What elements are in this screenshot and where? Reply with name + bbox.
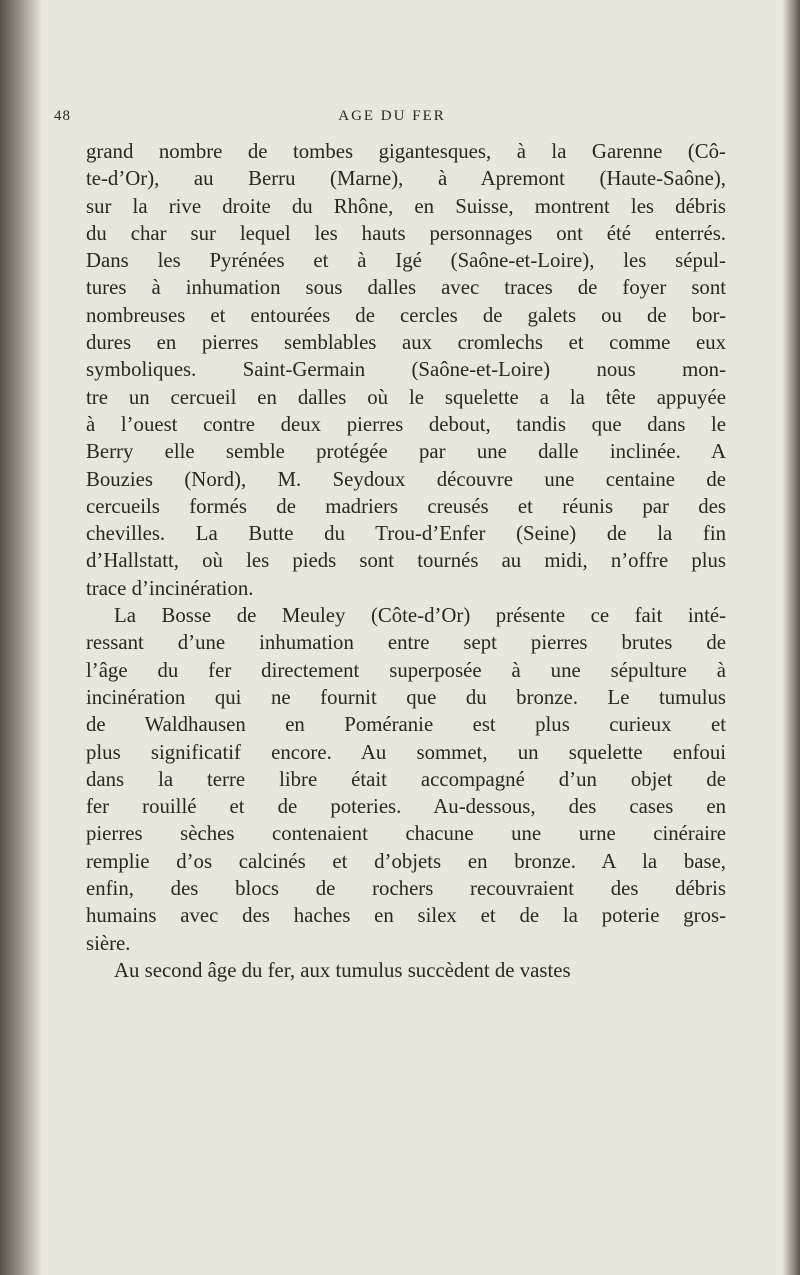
text-line: Dans les Pyrénées et à Igé (Saône-et-Loire), les sépul- [86,249,726,273]
text-line: du char sur lequel les hauts personnages ont été enterrés. [86,221,726,245]
text-line: cercueils formés de madriers creusés et réunis par des [86,494,726,518]
body-text [54,138,726,984]
text-line: Berry elle semble protégée par une dalle inclinée. A [86,440,726,464]
book-edge-shadow-right [782,0,800,1275]
text-line: incinération qui ne fournit que du bronze. Le tumulus [86,685,726,709]
text-line: La Bosse de Meuley (Côte-d’Or) présente ce fait inté- [114,604,726,628]
book-page [54,104,730,984]
book-spine-shadow-left [0,0,42,1275]
text-line: grand nombre de tombes gigantesques, à la Garenne (Cô- [86,140,726,163]
text-line: d’Hallstatt, où les pieds sont tournés au midi, n’offre plus [86,549,726,573]
text-line: pierres sèches contenaient chacune une urne cinéraire [86,822,726,846]
text-line: nombreuses et entourées de cercles de galets ou de bor- [86,303,726,327]
text-line: Bouzies (Nord), M. Seydoux découvre une centaine de [86,467,726,491]
text-line: l’âge du fer directement superposée à une sépulture à [86,658,726,682]
text-line: enfin, des blocs de rochers recouvraient des débris [86,877,726,901]
text-line: tre un cercueil en dalles où le squelette a la tête appuyée [86,385,726,409]
text-line: ressant d’une inhumation entre sept pierres brutes de [86,631,726,655]
text-line: remplie d’os calcinés et d’objets en bronze. A la base, [86,849,726,873]
text-line: fer rouillé et de poteries. Au-dessous, des cases en [86,795,726,819]
running-title: AGE DU FER [338,108,446,124]
text-line: symboliques. Saint-Germain (Saône-et-Loire) nous mon- [86,358,726,382]
running-head [54,104,730,132]
text-line: te-d’Or), au Berru (Marne), à Apremont (Haute-Saône), [86,167,726,191]
text-line: dures en pierres semblables aux cromlechs et comme eux [86,331,726,355]
page-number: 48 [54,108,71,124]
text-line: tures à inhumation sous dalles avec traces de foyer sont [86,276,726,300]
text-line: sur la rive droite du Rhône, en Suisse, montrent les débris [86,194,726,218]
text-line: sière. [86,931,131,955]
text-line: dans la terre libre était accompagné d’un objet de [86,767,726,791]
text-line: de Waldhausen en Poméranie est plus curieux et [86,713,726,737]
text-line: Au second âge du fer, aux tumulus succèdent de vastes [114,958,571,982]
text-line: à l’ouest contre deux pierres debout, tandis que dans le [86,412,726,436]
text-line: trace d’incinération. [86,576,254,600]
text-line: humains avec des haches en silex et de la poterie gros- [86,904,726,928]
text-line: plus significatif encore. Au sommet, un squelette enfoui [86,740,726,764]
text-line: chevilles. La Butte du Trou-d’Enfer (Seine) de la fin [86,522,726,546]
